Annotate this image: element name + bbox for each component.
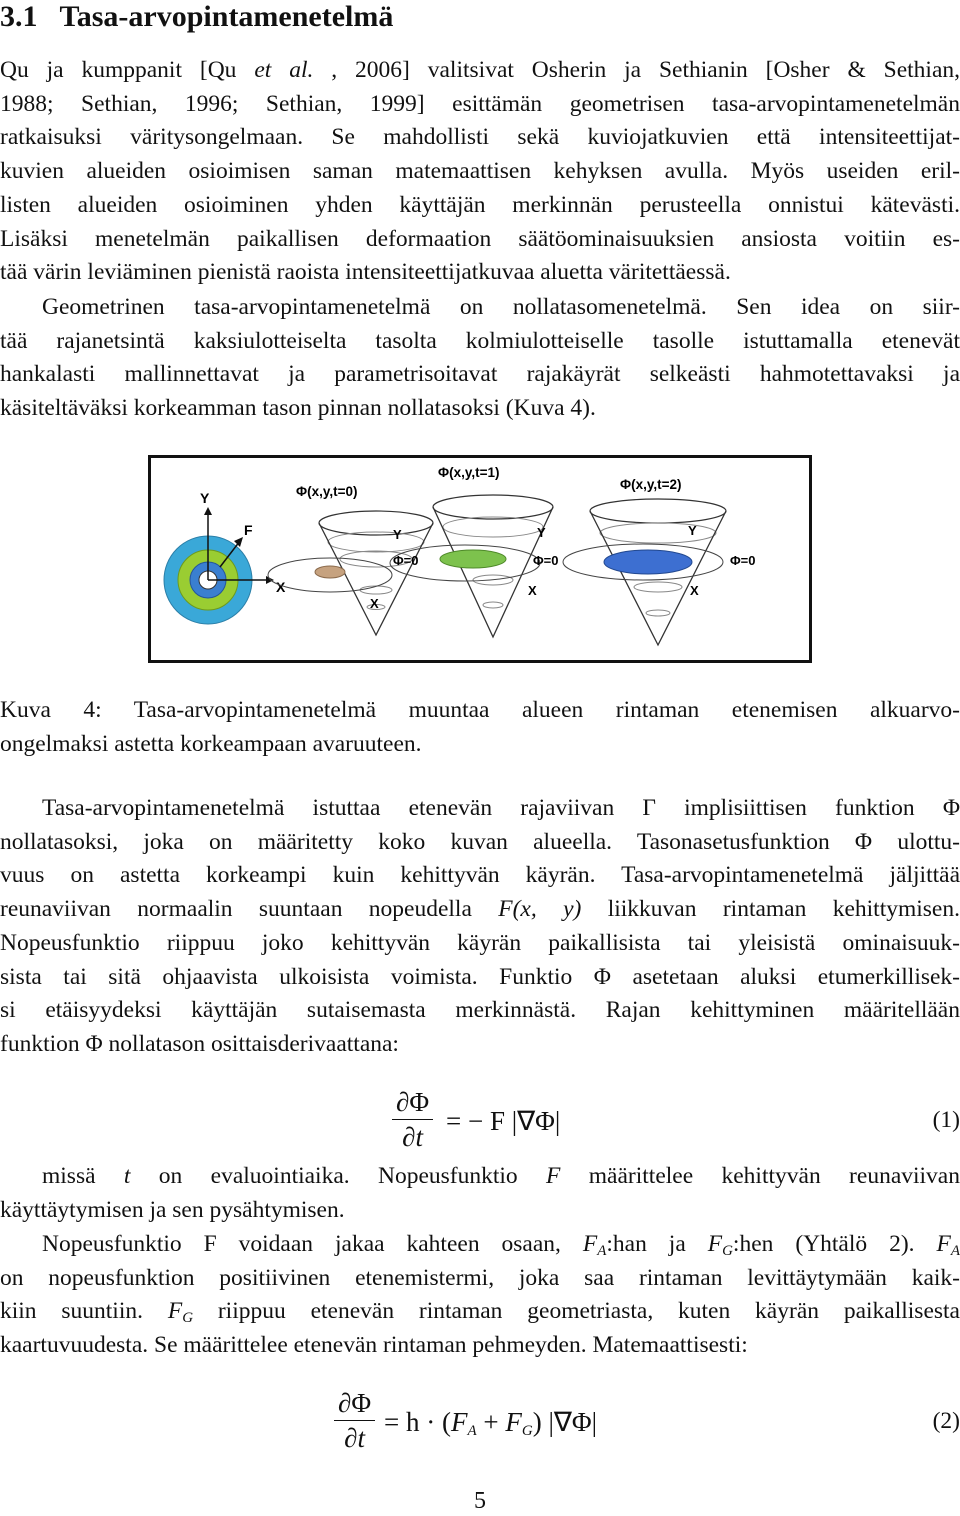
- text-run-italic: et al.: [254, 57, 314, 83]
- label-y-t1: Y: [537, 525, 546, 540]
- text-line: tää rajanetsintä kaksiulotteiselta tasolta kolmiulotteiselle tasolle istuttamalla etenevät: [0, 327, 960, 354]
- label-y-t0: Y: [393, 527, 402, 542]
- caption-line: Kuva 4: Tasa-arvopintamenetelmä muuntaa alueen rintaman etenemisen alkuarvo-: [0, 697, 960, 723]
- equation-rhs: = $h \cdot (F_A + F_G)$ |∇Φ|: [384, 1407, 598, 1439]
- text-run: Qu ja kumppanit [Qu: [0, 57, 255, 83]
- fraction-denominator: ∂t: [402, 1122, 423, 1152]
- zero-region-t2: [604, 550, 692, 574]
- equation-2: [0, 1386, 960, 1476]
- fraction-numerator: ∂Φ: [334, 1386, 375, 1421]
- figure-caption: [0, 694, 960, 761]
- equation-number: (2): [932, 1408, 960, 1434]
- paragraph-1: [0, 54, 960, 290]
- label-x-t1: X: [528, 583, 537, 598]
- label-x-t0: X: [370, 596, 379, 611]
- text-line: kiin suuntiin. $F_G$ riippuu etenevän rintaman geometriasta, kuten käyrän paikallisesta: [0, 1298, 960, 1327]
- text-line: käsiteltäväksi korkeamman tason pinnan nollatasoksi (Kuva 4).: [0, 395, 596, 422]
- text-line: käyttäytymisen ja sen pysähtymisen.: [0, 1196, 345, 1223]
- math-run: F: [546, 1163, 561, 1189]
- figure-level-set: [148, 455, 812, 663]
- text-line: [0, 54, 960, 88]
- text-line: tää värin leviäminen pienistä raoista intensiteettijatkuvaa aluetta väritettäessä.: [0, 259, 731, 286]
- text-line: nollatasoksi, joka on määritetty koko kuvan alueella. Tasonasetusfunktion Φ ulottu-: [0, 828, 960, 855]
- text-line: hankalasti mallinnettavat ja parametrisoitavat rajakäyrät selkeästi hahmotettavaksi ja: [0, 361, 960, 388]
- label-zero-t1: Φ=0: [533, 553, 559, 568]
- text-run: , 2006] valitsivat Osherin ja Sethianin [Osher & Sethian,: [313, 57, 960, 83]
- label-y-t2: Y: [688, 523, 697, 538]
- equation-fraction: [392, 1085, 433, 1154]
- equation-number: (1): [932, 1107, 960, 1133]
- text-line: Nopeusfunktio F voidaan jakaa kahteen osaan, $F_A:han$ ja $F_G:hen$ (Yhtälö 2). $F_A$: [42, 1231, 960, 1259]
- text-run: on evaluointiaika. Nopeusfunktio: [130, 1163, 547, 1189]
- text-line: ratkaisuksi väritysongelmaan. Se mahdollisti sekä kuviojatkuvien että intensiteettijat-: [0, 124, 960, 151]
- text-run: reunaviivan normaalin suuntaan nopeudella: [0, 896, 499, 923]
- fraction-denominator: ∂t: [344, 1423, 365, 1453]
- text-run: määrittelee kehittyvän reunaviivan: [560, 1163, 960, 1189]
- text-line: Nopeusfunktio riippuu joko kehittyvän käyrän paikallisista tai yleisistä ominaisuuk-: [0, 929, 960, 956]
- text-line: si etäisyydeksi käyttäjän sutaisemasta merkinnästä. Rajan kehittyminen määritellään: [0, 997, 960, 1024]
- caption-line: ongelmaksi astetta korkeampaan avaruuteen.: [0, 730, 422, 757]
- text-line: on nopeusfunktion positiivinen etenemistermi, joka saa rintaman levittäytymään kaik-: [0, 1264, 960, 1291]
- text-line: Geometrinen tasa-arvopintamenetelmä on nollatasomenetelmä. Sen idea on siir-: [42, 294, 960, 320]
- text-line: [0, 893, 960, 927]
- equation-fraction: [334, 1386, 375, 1455]
- text-line: Tasa-arvopintamenetelmä istuttaa etenevän rajaviivan Γ implisiittisen funktion Φ: [42, 795, 960, 821]
- section-number: 3.1: [0, 0, 38, 33]
- label-x-t2: X: [690, 583, 699, 598]
- section-heading: [0, 0, 393, 34]
- label-phi-t1: Φ(x,y,t=1): [438, 465, 500, 480]
- equation-rhs: = − F |∇Φ|: [446, 1106, 561, 1136]
- text-line: vuus on astetta korkeampi kuin kehittyvän käyrän. Tasa-arvopintamenetelmä jäljittää: [0, 862, 960, 889]
- paragraph-2: [0, 291, 960, 426]
- label-phi-t2: Φ(x,y,t=2): [620, 477, 682, 492]
- text-line: kaartuvuudesta. Se määrittelee etenevän rintaman pehmeyden. Matemaattisesti:: [0, 1332, 748, 1359]
- text-line: kuvien alueiden osioimisen saman matemaattisen kehyksen avulla. Myös useiden eril-: [0, 158, 960, 185]
- paragraph-5: [0, 1228, 960, 1363]
- fraction-numerator: ∂Φ: [392, 1085, 433, 1120]
- label-phi-t0: Φ(x,y,t=0): [296, 484, 358, 499]
- paragraph-3: [0, 792, 960, 1062]
- paragraph-4: [0, 1160, 960, 1227]
- math-run: F(x, y): [498, 896, 582, 923]
- text-run: missä: [42, 1163, 124, 1189]
- text-line: funktion Φ nollatason osittaisderivaattana:: [0, 1030, 399, 1057]
- text-run: liikkuvan rintaman kehittymisen.: [581, 896, 960, 923]
- text-line: listen alueiden osioiminen yhden käyttäjän merkinnän perusteella onnistui kätevästi.: [0, 191, 960, 218]
- text-line: sista tai sitä ohjaavista ulkoisista voimista. Funktio Φ asetetaan aluksi etumerkillisek-: [0, 963, 960, 990]
- label-f: F: [244, 522, 253, 538]
- page-number: 5: [474, 1488, 486, 1514]
- zero-region-t1: [440, 550, 506, 568]
- math-run: t: [123, 1163, 131, 1189]
- label-y-2d: Y: [200, 490, 210, 506]
- text-line: 1988; Sethian, 1996; Sethian, 1999] esittämän geometrisen tasa-arvopintamenetelmän: [0, 90, 960, 117]
- level-set-illustration: [148, 455, 812, 663]
- text-line: Lisäksi menetelmän paikallisen deformaation säätöominaisuuksien ansiosta voitiin es-: [0, 225, 960, 252]
- label-x-2d: X: [276, 579, 286, 595]
- text-line: [0, 1160, 960, 1194]
- label-zero-t0: Φ=0: [393, 553, 419, 568]
- zero-region-t0: [315, 566, 345, 578]
- label-zero-t2: Φ=0: [730, 553, 756, 568]
- section-title: Tasa-arvopintamenetelmä: [59, 0, 394, 33]
